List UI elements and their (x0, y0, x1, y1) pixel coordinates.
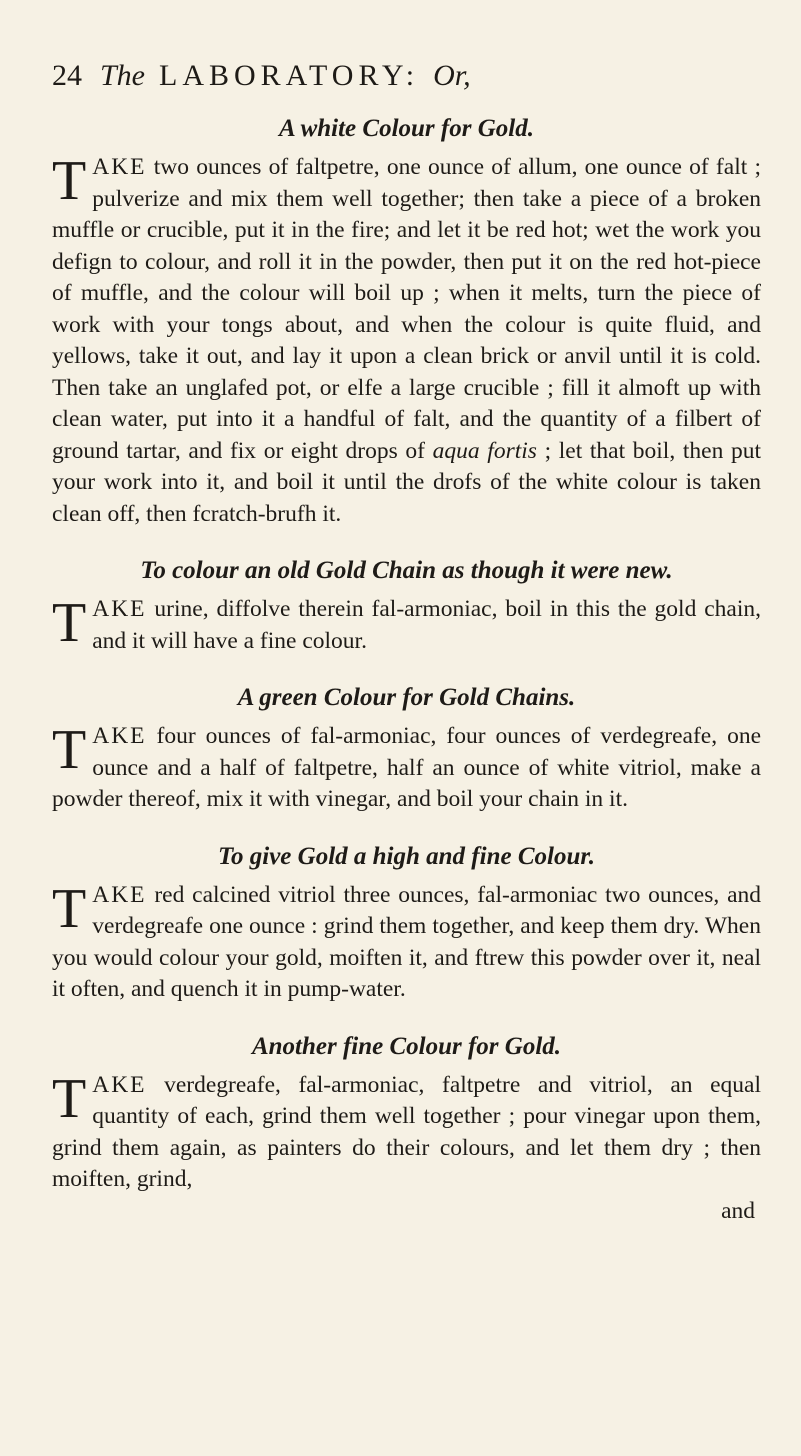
body-text: verdegreafe, fal-armoniac, faltpetre and vitriol, an equal quantity of each, grind them well together ; pour vinegar upon them, grind them again, as painters do their colours, and let them dry ; then moiften, grind, (52, 1071, 761, 1192)
body-text: red calcined vitriol three ounces, fal-armoniac two ounces, and verdegreafe one ounce : grind them together, and keep them dry. When you would colour your gold, moiften it, and ftrew this powder over it, neal it often, and quench it in pump-water. (52, 881, 761, 1002)
italic-term: aqua fortis (432, 437, 537, 464)
drop-cap: T (52, 719, 87, 781)
body-text: urine, diffolve therein fal-armoniac, boil in this the gold chain, and it will have a fine colour. (92, 596, 761, 654)
section-heading: To colour an old Gold Chain as though it were new. (140, 557, 673, 584)
section-green-colour (52, 681, 761, 816)
section-high-fine-colour (52, 840, 761, 1006)
opening-caps: AKE (92, 1071, 147, 1098)
body-text-continued: ; let that boil, then put your work into it, and boil it until the drofs of the white colour is taken clean off, then fcratch-brufh it. (52, 437, 761, 527)
opening-caps: AKE (92, 723, 147, 749)
section-text (52, 877, 761, 1006)
section-text (52, 1067, 761, 1196)
opening-caps: AKE (92, 881, 147, 908)
page-number: 24 (52, 59, 82, 92)
header-the: The (100, 59, 145, 92)
section-another-fine-colour (52, 1030, 761, 1227)
drop-cap: T (52, 1067, 87, 1130)
drop-cap: T (52, 592, 87, 654)
section-heading: Another fine Colour for Gold. (251, 1032, 562, 1060)
drop-cap: T (52, 877, 87, 940)
section-heading: To give Gold a high and fine Colour. (218, 842, 595, 870)
opening-caps: AKE (92, 596, 147, 622)
section-old-gold-chain (52, 554, 761, 657)
body-text: two ounces of faltpetre, one ounce of allum, one ounce of falt ; pulverize and mix them well together; then take a piece of a broken muffle or crucible, put it in the fire; and let it be red hot; wet the work you defign to colour, and roll it in the powder, then put it on the red hot-piece of muffle, and the colour will boil up ; when it melts, turn the piece of work with your tongs about, and when the colour is quite fluid, and yellows, take it out, and lay it upon a clean brick or anvil until it is cold. Then take an unglafed pot, or elfe a large crucible ; fill it almoft up with clean water, put into it a handful of falt, and the quantity of a filbert of ground tartar, and fix or eight drops of (52, 154, 761, 464)
catchword: and (721, 1197, 755, 1224)
section-text (52, 152, 761, 530)
section-text (52, 594, 761, 657)
drop-cap: T (52, 150, 87, 212)
opening-caps: AKE (92, 154, 147, 180)
header-or: Or, (433, 59, 471, 92)
body-text: four ounces of fal-armoniac, four ounces of verdegreafe, one ounce and a half of faltpetre, half an ounce of white vitriol, make a powder thereof, mix it with vinegar, and boil your chain in it. (52, 723, 761, 812)
section-heading: A white Colour for Gold. (279, 115, 534, 142)
section-white-colour (52, 112, 761, 530)
section-heading: A green Colour for Gold Chains. (237, 684, 576, 711)
section-text (52, 721, 761, 816)
running-header (52, 58, 761, 94)
header-title: LABORATORY: (159, 59, 420, 92)
